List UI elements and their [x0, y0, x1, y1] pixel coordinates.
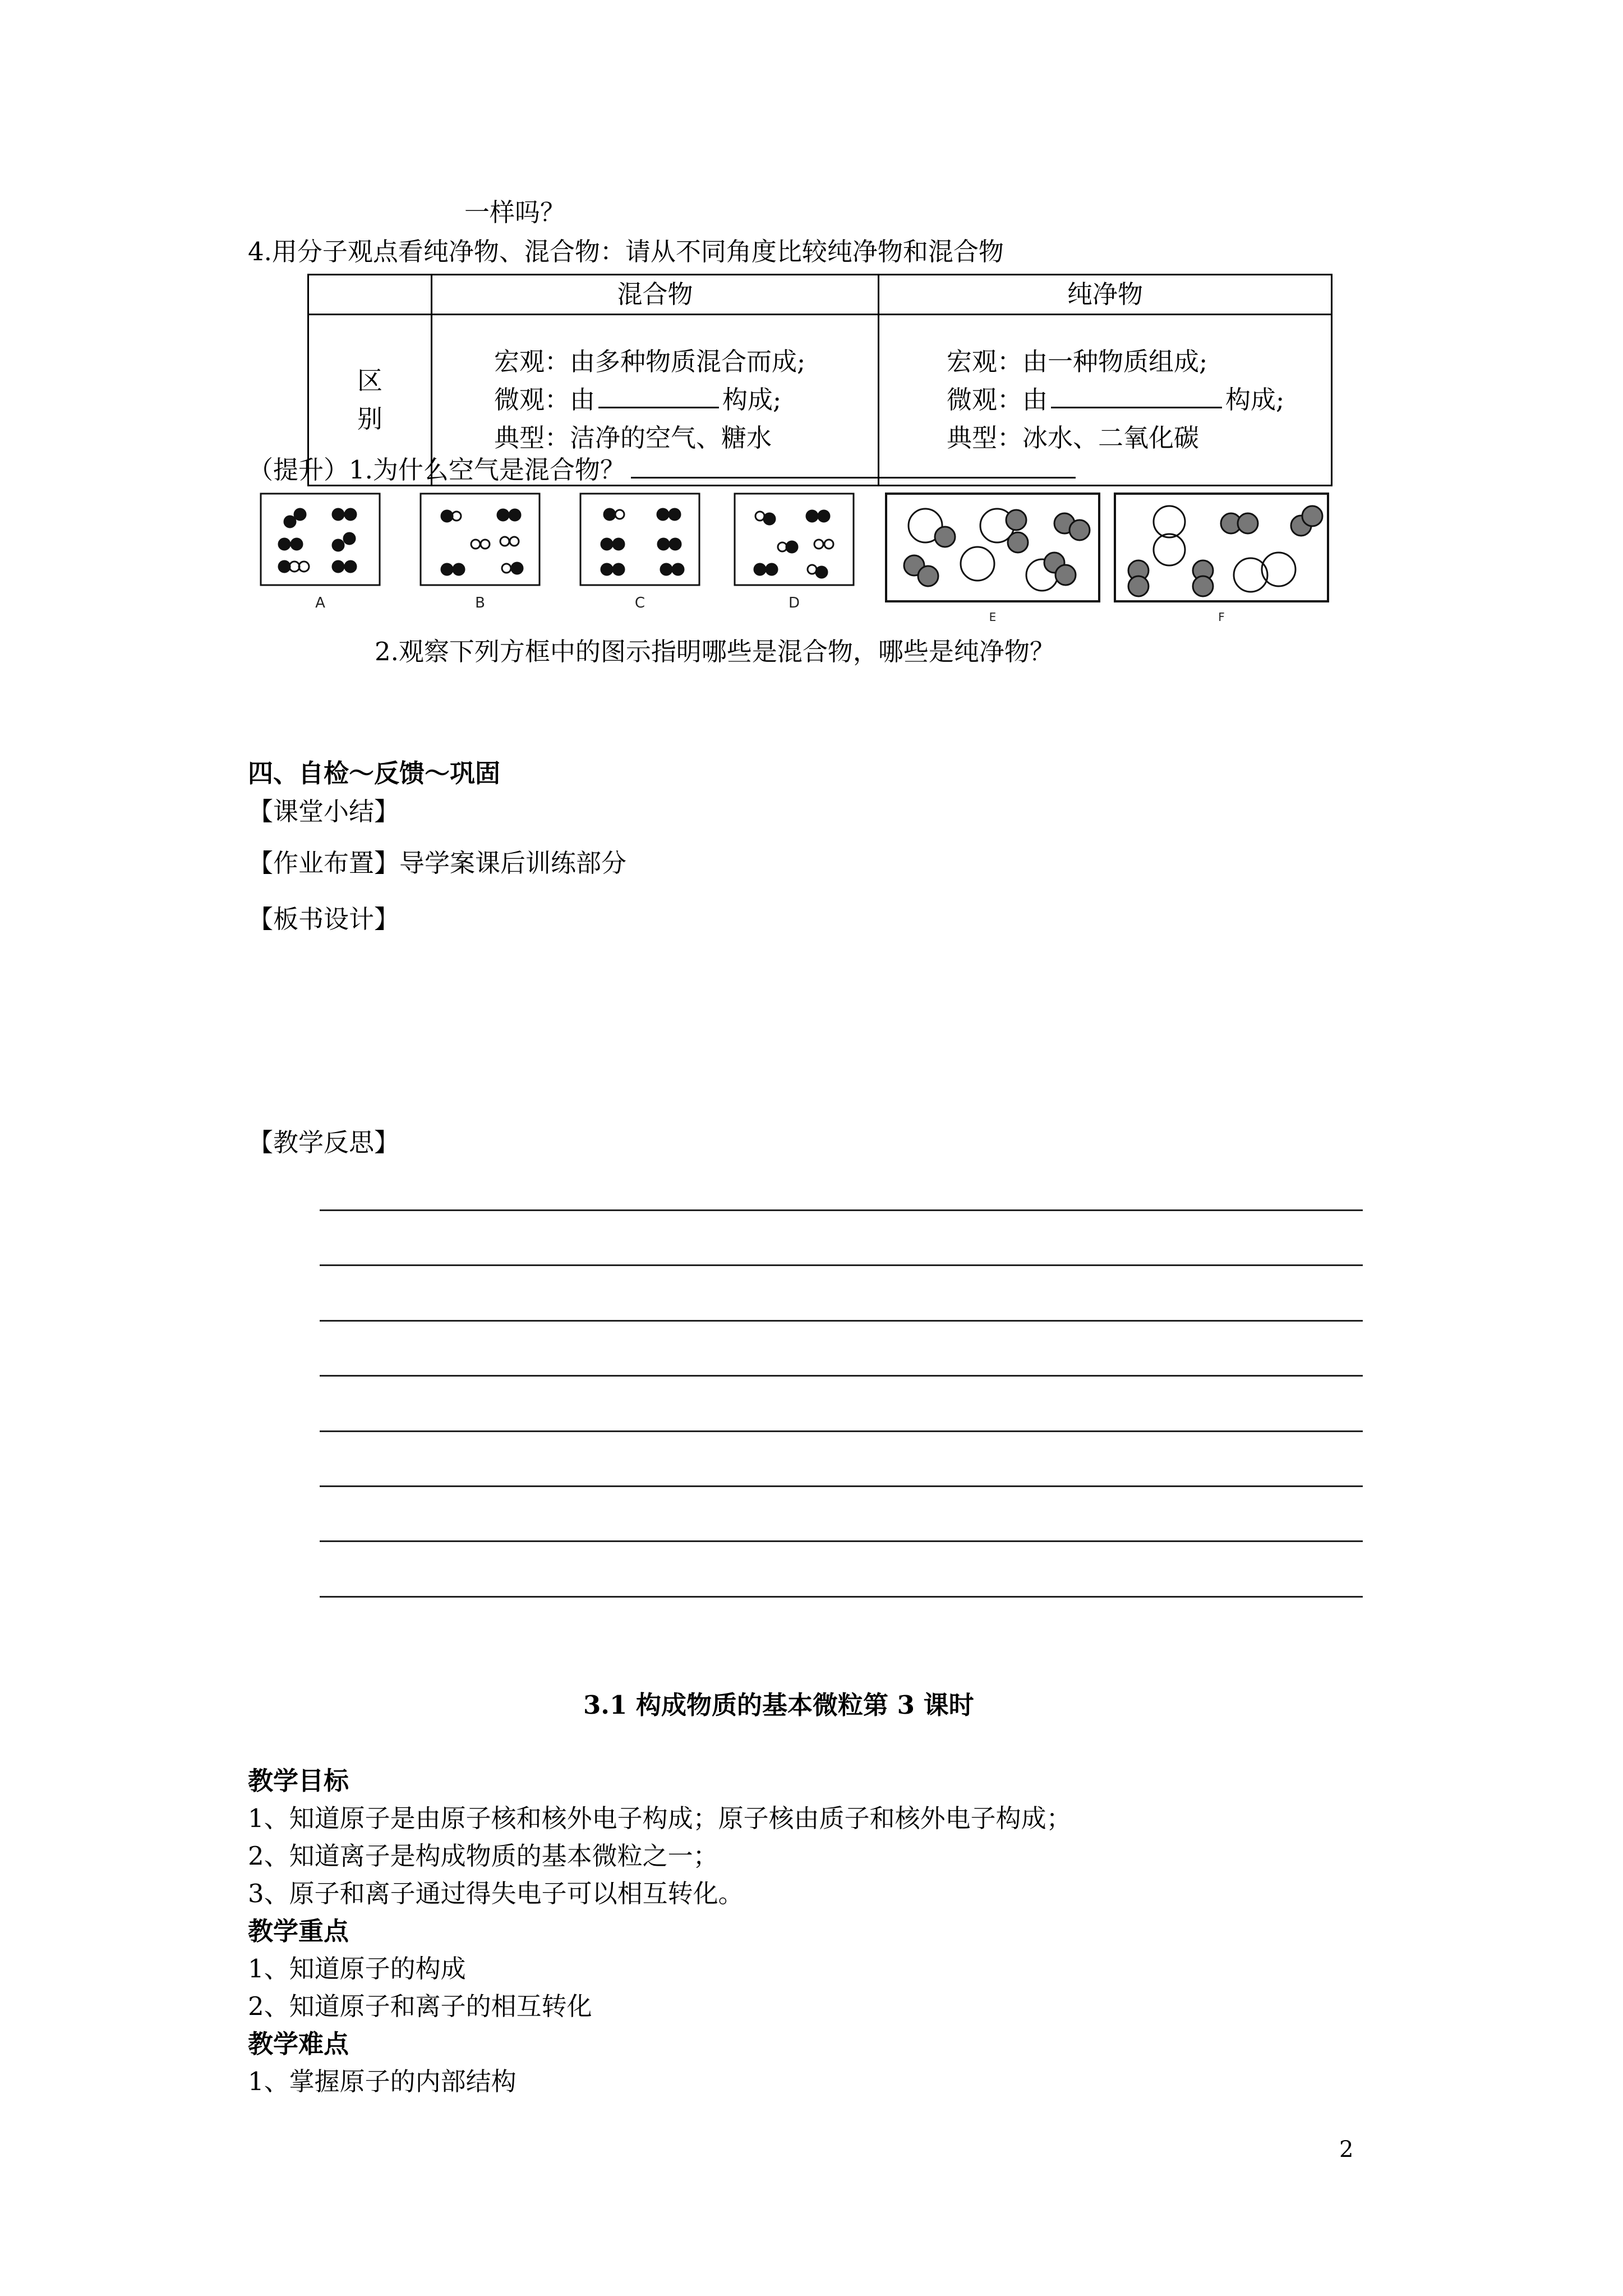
reflection-line-2[interactable] [320, 1264, 1363, 1266]
reflection-line-1[interactable] [320, 1209, 1363, 1211]
figure-box-d [735, 494, 854, 585]
lift-question-1: （提升）1.为什么空气是混合物？ [248, 452, 1076, 485]
reflection-line-8[interactable] [320, 1596, 1363, 1598]
figure-label-c: C [634, 595, 645, 611]
reflection-label: 【教学反思】 [248, 1128, 400, 1157]
goals-title: 教学目标 [248, 1766, 349, 1796]
lesson-title: 3.1 构成物质的基本微粒第 3 课时 [583, 1690, 974, 1720]
class-summary-label: 【课堂小结】 [248, 797, 400, 826]
key-point-1: 1、知道原子的构成 [248, 1954, 466, 1984]
mixture-example: 典型：洁净的空气、糖水 [494, 423, 772, 453]
homework-label: 【作业布置】导学案课后训练部分 [248, 848, 627, 878]
figure-label-d: D [788, 595, 800, 611]
board-design-label: 【板书设计】 [248, 904, 400, 934]
figure-label-a: A [315, 595, 325, 611]
question-4: 4.用分子观点看纯净物、混合物：请从不同角度比较纯净物和混合物 [248, 237, 1004, 266]
reflection-line-6[interactable] [320, 1485, 1363, 1487]
key-point-2: 2、知道原子和离子的相互转化 [248, 1991, 592, 2021]
pure-macro: 宏观：由一种物质组成; [947, 347, 1208, 376]
reflection-line-5[interactable] [320, 1430, 1363, 1432]
figure-label-e: E [989, 610, 997, 624]
page-number: 2 [1339, 2137, 1354, 2162]
mixture-micro: 微观：由 构成; [494, 381, 878, 419]
goal-1: 1、知道原子是由原子核和核外电子构成；原子核由质子和核外电子构成； [248, 1803, 1072, 1833]
pure-micro-blank[interactable] [1051, 382, 1222, 408]
goal-3: 3、原子和离子通过得失电子可以相互转化。 [248, 1879, 744, 1908]
lift-question-1-answer-line[interactable] [631, 452, 1076, 478]
difficulty-title: 教学难点 [248, 2029, 349, 2059]
mixture-macro: 宏观：由多种物质混合而成; [494, 347, 806, 376]
figure-label-f: F [1218, 610, 1225, 624]
difficulty-1: 1、掌握原子的内部结构 [248, 2067, 517, 2096]
table-header-mixture: 混合物 [432, 275, 879, 315]
pure-example: 典型：冰水、二氧化碳 [947, 423, 1200, 453]
reflection-line-7[interactable] [320, 1540, 1363, 1542]
top-fragment: 一样吗？ [464, 197, 566, 227]
figure-label-b: B [475, 595, 485, 611]
pure-micro: 微观：由 构成; [947, 381, 1331, 419]
table-row-label: 区 别 [308, 315, 432, 486]
mixture-micro-blank[interactable] [598, 382, 719, 408]
goal-2: 2、知道离子是构成物质的基本微粒之一； [248, 1841, 718, 1871]
table-header-pure: 纯净物 [879, 275, 1332, 315]
key-points-title: 教学重点 [248, 1916, 349, 1946]
lift-question-2: 2.观察下列方框中的图示指明哪些是混合物，哪些是纯净物？ [375, 637, 1055, 666]
table-header-empty [308, 275, 432, 315]
section-4-title: 四、自检～反馈～巩固 [248, 758, 501, 788]
molecule-figure [258, 491, 1335, 639]
figure-box-a [261, 494, 380, 585]
reflection-line-4[interactable] [320, 1375, 1363, 1377]
reflection-line-3[interactable] [320, 1320, 1363, 1322]
